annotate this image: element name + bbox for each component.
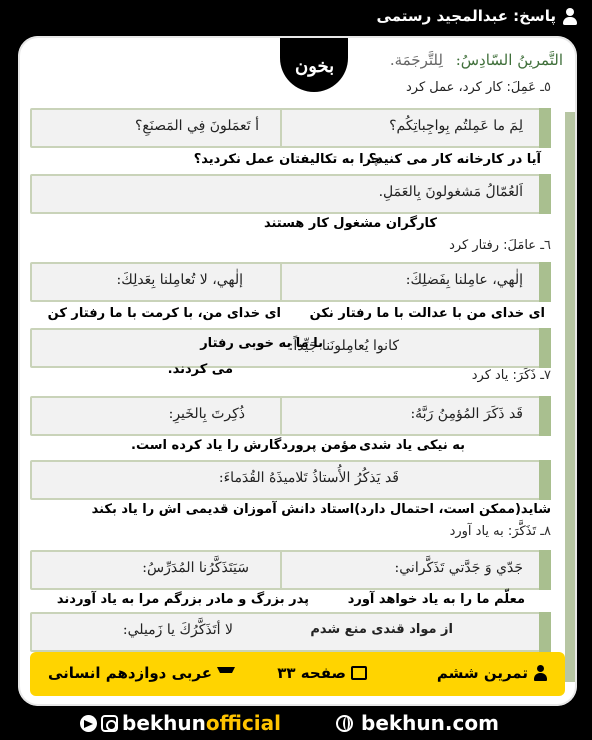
book-icon <box>351 666 367 680</box>
item-7-sentence-b: ذُكِرتَ بِالخَيرِ: <box>168 406 245 422</box>
item-5-sentence-a: لِمَ ما عَمِلتُم بِواجِباتِكُم؟ <box>389 118 523 134</box>
item-5-sentences-box <box>30 108 551 148</box>
item-5-translation-a: چرا به تکالیفتان عمل نکردید؟ <box>193 152 381 167</box>
top-bar <box>0 0 592 34</box>
social-handle[interactable]: bekhun official <box>80 711 281 735</box>
answerer-name: پاسخ: عبدالمجید رستمی <box>376 7 556 25</box>
globe-icon <box>336 715 353 732</box>
item-6-sentence-b: إلٰهي، لا تُعامِلنا بِعَدلِكَ: <box>116 272 243 288</box>
exercise-heading: التَّمرينُ السّادِسُ: <box>455 51 563 69</box>
instagram-icon[interactable] <box>101 715 118 732</box>
item-5-sentence-c-box <box>30 174 551 214</box>
item-6-translation-b: ای خدای من با عدالت با ما رفتار نکن <box>309 306 545 321</box>
item-5-sentence-b: أ تَعمَلونَ فِي المَصنَعِ؟ <box>135 118 259 134</box>
footer-banner <box>30 652 565 696</box>
item-7-sentences-box <box>30 396 551 436</box>
telegram-icon[interactable] <box>80 715 97 732</box>
student-icon <box>533 665 547 681</box>
item-7-sentence-c: قَد يَذكُرُ الأُستاذُ تَلاميذَهُ القُدَماءَ: <box>218 470 399 486</box>
item-7-translation-b: به نیکی یاد شدی <box>359 438 465 453</box>
item-6-word: ٦ـ عامَلَ: رفتار کرد <box>449 238 551 253</box>
item-8-sentences-box <box>30 550 551 590</box>
footer-bar <box>0 706 592 740</box>
website-link[interactable]: bekhun.com <box>336 711 499 735</box>
margin-stripe <box>565 112 577 682</box>
item-8-sentence-b: سَيَتَذَكَّرُنا المُدَرِّسُ: <box>142 560 249 576</box>
item-5-sentence-c: اَلعُمّالُ مَشغولونَ بِالعَمَلِ. <box>378 184 523 200</box>
user-icon <box>562 8 578 25</box>
item-7-translation-c: شاید(ممکن است، احتمال دارد)استاد دانش آموزان قدیمی اش را یاد بکند <box>91 502 551 517</box>
item-7-translation-a: مؤمن پروردگارش را یاد کرده است. <box>131 438 357 453</box>
item-8-sentence-c: لا أتَذَكَّرُكَ يا زَميلي: <box>122 622 233 638</box>
item-6-sentences-box <box>30 262 551 302</box>
item-8-word: ٨ـ تَذَكَّرَ: به یاد آورد <box>449 524 551 539</box>
item-5-translation-c: کارگران مشغول کار هستند <box>263 216 437 231</box>
item-8-sentence-a: جَدّي وَ جَدَّتي تَذَكَّراني: <box>394 560 523 576</box>
exercise-instruction: لِلتَّرجَمَة. <box>389 51 443 69</box>
item-7-word: ٧ـ ذَكَرَ: یاد کرد <box>471 368 551 383</box>
item-6-sentence-c: كانوا يُعامِلونَنا جَيِّداً: <box>288 338 399 354</box>
item-5-translation-b: آیا در کارخانه کار می کنید؟ <box>368 152 541 167</box>
item-8-translation-c: از مواد قندی منع شدم <box>310 622 453 637</box>
item-8-translation-a: پدر بزرگ و مادر بزرگم مرا به یاد آوردند <box>56 592 309 607</box>
worksheet-page <box>18 36 577 706</box>
item-7-sentence-c-box <box>30 460 551 500</box>
banner-book: عربی دوازدهم انسانی <box>48 664 235 682</box>
brand-logo: بخون <box>295 56 335 77</box>
item-5-word: ٥ـ عَمِلَ: کار کرد، عمل کرد <box>405 80 551 95</box>
graduation-cap-icon <box>217 667 235 679</box>
answerer-credit <box>377 7 578 25</box>
banner-page: صفحه ۳۳ <box>277 664 367 682</box>
item-8-sentence-c-box <box>30 612 551 652</box>
item-6-translation-a: ای خدای من، با کرمت با ما رفتار کن <box>47 306 281 321</box>
item-8-translation-b: معلّم ما را به یاد خواهد آورد <box>347 592 525 607</box>
item-6-sentence-a: إلٰهي، عامِلنا بِفَضلِكَ: <box>405 272 523 288</box>
banner-exercise: تمرین ششم <box>437 664 547 682</box>
item-6-translation-c: با ما به خوبی رفتار <box>200 336 323 351</box>
item-7-sentence-a: قَد ذَكَرَ المُؤمِنُ رَبَّهُ: <box>410 406 523 422</box>
exercise-title <box>382 46 571 74</box>
item-6-translation-c-cont: می کردند. <box>167 362 233 377</box>
